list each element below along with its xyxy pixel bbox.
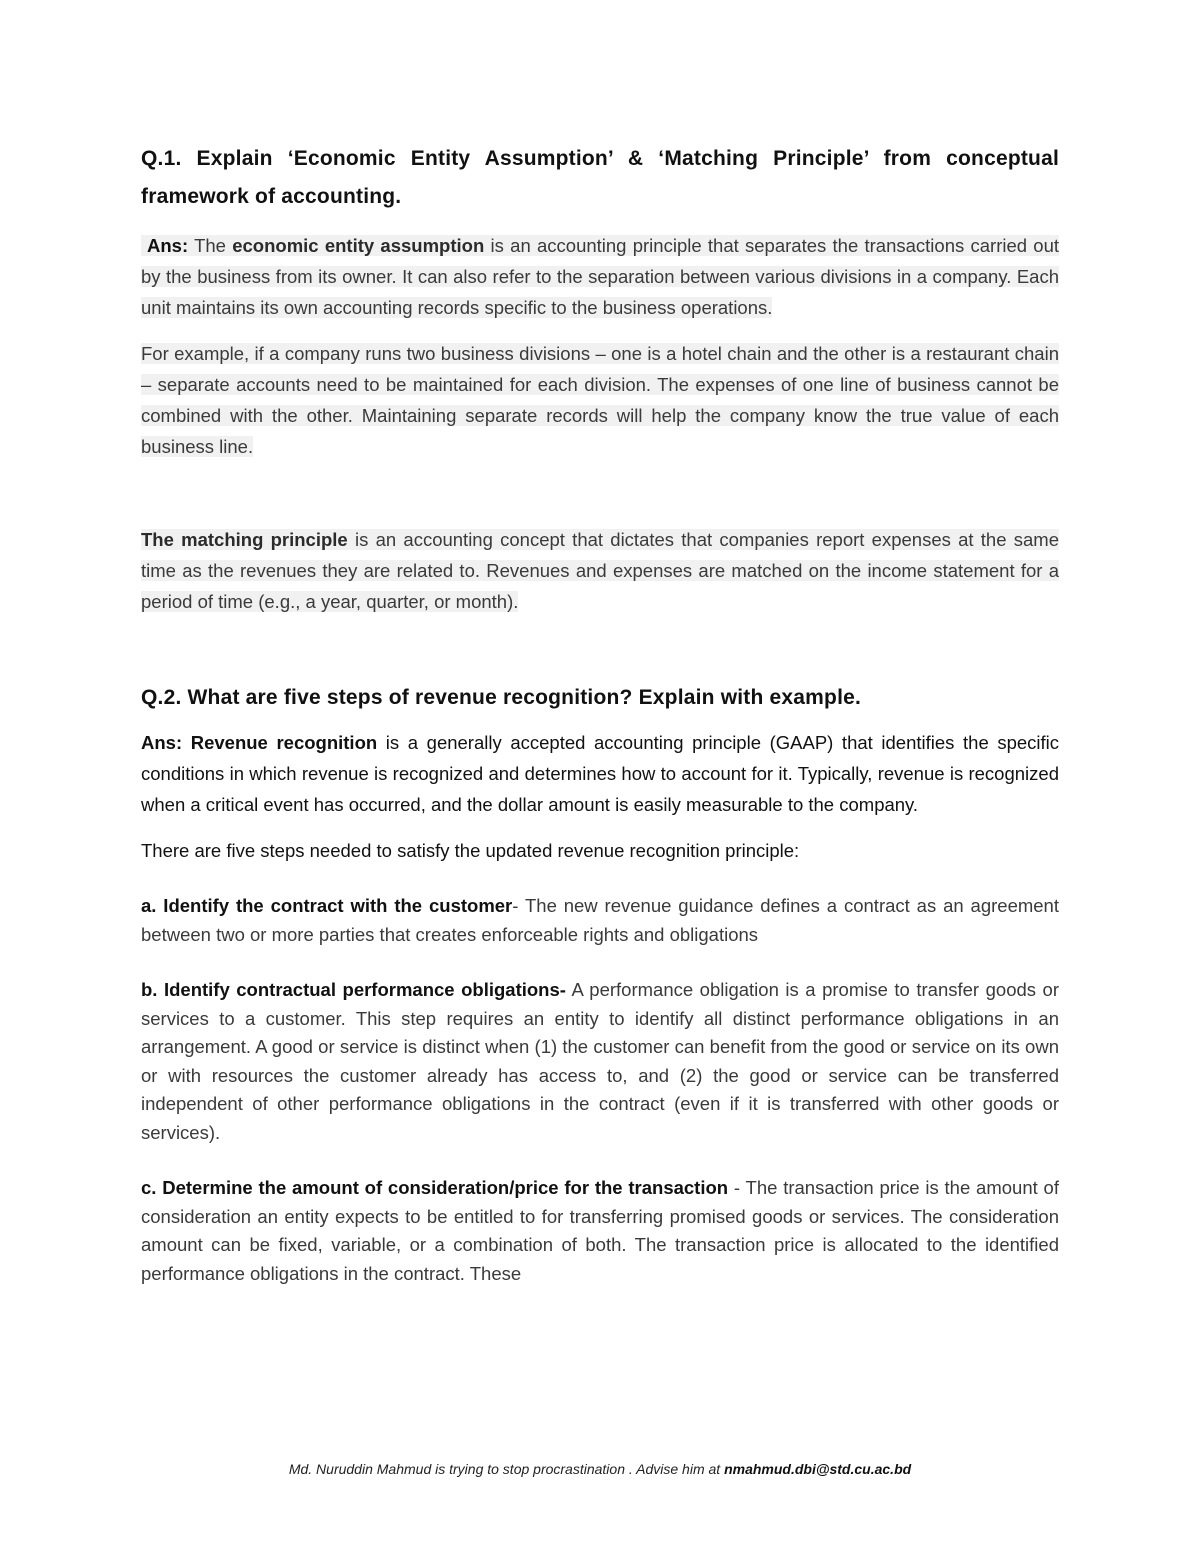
footer-text: Md. Nuruddin Mahmud is trying to stop procrastination . Advise him at: [288, 1461, 721, 1477]
q2-answer-paragraph: [141, 727, 1059, 820]
q1-answer-paragraph: [141, 230, 1059, 323]
ans-label: Ans:: [147, 235, 189, 256]
q1-heading: Q.1. Explain ‘Economic Entity Assumption’ & ‘Matching Principle’ from conceptual framework of accounting.: [141, 147, 1059, 208]
document-content: [141, 140, 1059, 1288]
step-b-title: b. Identify contractual performance obligations-: [141, 979, 566, 1000]
q1-example-paragraph: [141, 338, 1059, 462]
step-c: [141, 1174, 1059, 1288]
q1-p1-rest: is an accounting principle that separates the transactions carried out by the business from its owner. It can also refer to the separation between various divisions in a company. Each unit maintains its own accounting records specific to the business operations.: [141, 235, 1060, 318]
q2-ans-label: Ans:: [141, 732, 183, 753]
step-a-title: a. Identify the contract with the customer: [141, 895, 513, 916]
economic-entity-term: economic entity assumption: [232, 235, 485, 256]
revenue-recognition-term: Revenue recognition: [190, 732, 378, 753]
step-a: [141, 892, 1059, 949]
q1-p2: For example, if a company runs two business divisions – one is a hotel chain and the other is a restaurant chain – separate accounts need to be maintained for each division. The expenses of one line of business cannot be combined with the other. Maintaining separate records will help the company know the true value of each business line.: [141, 343, 1059, 457]
step-b: [141, 976, 1059, 1147]
step-b-text: A performance obligation is a promise to transfer goods or services to a customer. This step requires an entity to identify all distinct performance obligations in an arrangement. A good or service is distinct when (1) the customer can benefit from the good or service on its own or with resources the customer already has access to, and (2) the good or service can be transferred independent of other performance obligations in the contract (even if it is transferred with other goods or services).: [141, 979, 1060, 1143]
q1-p1-pre: The: [194, 235, 226, 256]
step-c-title: c. Determine the amount of consideration/price for the transaction: [141, 1177, 729, 1198]
matching-principle-paragraph: [141, 524, 1059, 617]
q1-p3-rest: is an accounting concept that dictates that companies report expenses at the same time as the revenues they are related to. Revenues and expenses are matched on the income statement for a period of time (e.g., a year, quarter, or month).: [141, 529, 1059, 612]
step-c-text: - The transaction price is the amount of consideration an entity expects to be entitled to for transferring promised goods or services. The consideration amount can be fixed, variable, or a combination of both. The transaction price is allocated to the identified performance obligations in the contract. These: [141, 1177, 1059, 1284]
matching-principle-term: The matching principle: [141, 529, 348, 550]
page-footer: [0, 1461, 1200, 1477]
q2-heading: Q.2. What are five steps of revenue recognition? Explain with example.: [141, 686, 862, 709]
q2-intro: There are five steps needed to satisfy the updated revenue recognition principle:: [141, 840, 800, 861]
footer-email: nmahmud.dbi@std.cu.ac.bd: [724, 1461, 912, 1477]
q2-ans-rest: is a generally accepted accounting principle (GAAP) that identifies the specific conditions in which revenue is recognized and determines how to account for it. Typically, revenue is recognized when a critical event has occurred, and the dollar amount is easily measurable to the company.: [141, 732, 1060, 815]
step-a-text: - The new revenue guidance defines a contract as an agreement between two or more parties that creates enforceable rights and obligations: [141, 895, 1059, 945]
